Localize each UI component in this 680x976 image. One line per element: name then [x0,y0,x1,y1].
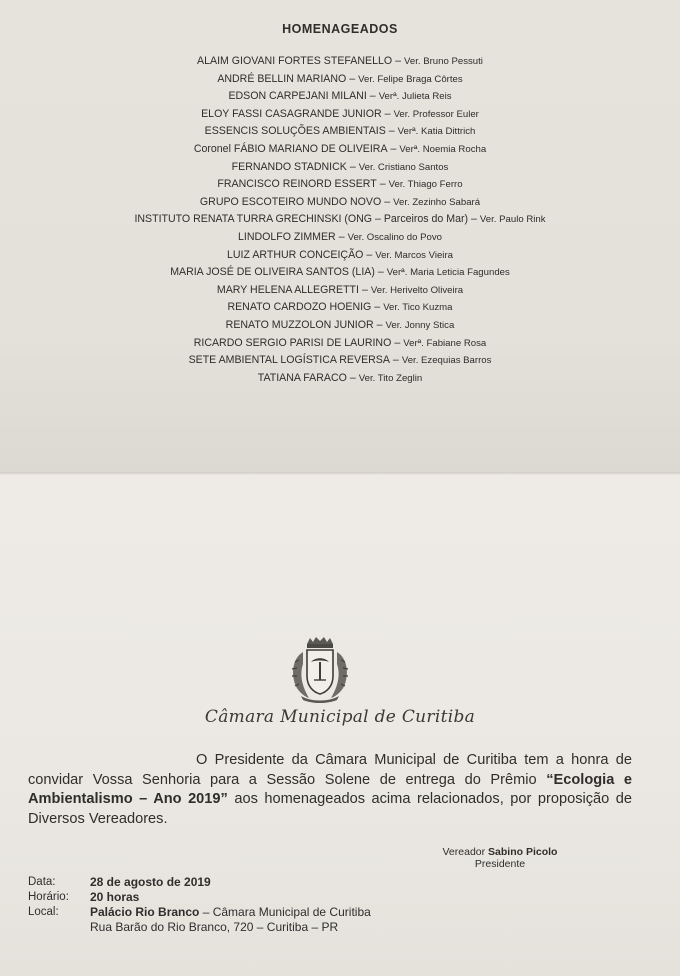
separator-dash: – [374,301,381,314]
separator-dash: – [394,336,401,349]
date-value: 28 de agosto de 2019 [90,875,211,889]
honoree-name: LUIZ ARTHUR CONCEIÇÃO [227,248,364,261]
signer-prefix: Vereador [442,846,486,858]
honoree-sponsor: Ver. Tico Kuzma [383,302,453,314]
honorees-heading: HOMENAGEADOS [282,22,398,36]
honoree-sponsor: Ver. Felipe Braga Côrtes [358,73,463,85]
separator-dash: – [377,266,384,279]
honoree-name: GRUPO ESCOTEIRO MUNDO NOVO [199,195,382,208]
honoree-sponsor: Ver. Cristiano Santos [358,161,449,173]
honoree-item [0,211,680,229]
place-rest: – Câmara Municipal de Curitiba [199,905,371,919]
honoree-name: EDSON CARPEJANI MILANI [228,90,367,103]
separator-dash: – [388,125,395,138]
honorees-list [0,53,680,387]
signature-block [400,846,600,870]
separator-dash: – [349,371,356,384]
address: Rua Barão do Rio Branco, 720 – Curitiba – PR [90,920,339,934]
honoree-name: FRANCISCO REINORD ESSERT [217,178,377,191]
honoree-item [0,194,680,212]
address-row [28,920,371,935]
award-name: “Ecologia e Ambientalismo – Ano 2019” [28,771,633,808]
honoree-sponsor: Ver. Thiago Ferro [388,179,463,191]
honoree-item [0,247,680,265]
separator-dash: – [376,318,383,331]
honoree-sponsor: Ver. Jonny Stica [385,319,455,331]
date-label: Data: [28,876,56,888]
separator-dash: – [338,230,345,243]
invitation-text-part2: aos homenageados acima relacionados, por proposição de Diversos Vereadores. [28,791,632,827]
honoree-sponsor: Ver. Bruno Pessuti [404,56,483,67]
honoree-name: SETE AMBIENTAL LOGÍSTICA REVERSA [188,354,390,367]
honoree-sponsor: Ver. Herivelto Oliveira [370,284,464,296]
separator-dash: – [384,195,391,208]
event-details [28,875,371,935]
honoree-item [0,229,680,247]
place-label: Local: [28,906,59,918]
signer-name: Sabino Picolo [488,846,558,858]
honoree-name: ALAIM GIOVANI FORTES STEFANELLO [197,55,393,67]
honoree-sponsor: Ver. Zezinho Sabará [393,196,481,208]
separator-dash: – [395,55,402,67]
invitation-text [28,751,632,829]
place-row [28,905,371,920]
separator-dash: – [390,142,397,155]
honoree-item [0,71,680,89]
separator-dash: – [392,354,399,367]
honoree-name: INSTITUTO RENATA TURRA GRECHINSKI (ONG – Parceiros do Mar) [134,213,469,226]
honoree-item [0,352,680,370]
separator-dash: – [349,72,356,85]
honoree-name: FERNANDO STADNICK [231,160,347,173]
honoree-sponsor: Ver. Paulo Rink [479,214,546,226]
time-row [28,890,371,905]
honoree-name: RENATO CARDOZO HOENIG [227,301,372,314]
honoree-sponsor: Verª. Maria Leticia Fagundes [386,267,510,279]
honoree-name: TATIANA FARACO [257,371,347,384]
honoree-name: Coronel FÁBIO MARIANO DE OLIVEIRA [193,142,388,155]
city-coat-of-arms-icon [285,636,355,704]
chamber-name: Câmara Municipal de Curitiba [204,707,476,727]
honoree-sponsor: Verª. Noemia Rocha [399,143,487,155]
honoree-item [0,141,680,159]
honoree-sponsor: Verª. Julieta Reis [378,91,452,103]
honoree-name: LINDOLFO ZIMMER [237,230,336,243]
date-row [28,875,371,890]
honoree-item [0,317,680,335]
honoree-item [0,123,680,141]
time-label: Horário: [28,891,69,903]
honoree-sponsor: Ver. Ezequias Barros [401,355,492,367]
signer-title: Presidente [474,858,526,870]
honoree-sponsor: Verª. Fabiane Rosa [403,337,487,349]
honoree-item [0,88,680,106]
honoree-item [0,53,680,71]
honoree-name: MARIA JOSÉ DE OLIVEIRA SANTOS (LIA) [170,266,375,279]
separator-dash: – [361,283,368,296]
honoree-name: MARY HELENA ALLEGRETTI [216,283,359,296]
honoree-item [0,282,680,300]
separator-dash: – [366,248,373,261]
separator-dash: – [379,178,386,191]
separator-dash: – [349,160,356,173]
separator-dash: – [369,90,376,103]
honoree-sponsor: Ver. Tito Zeglin [358,372,423,384]
time-value: 20 horas [90,890,140,904]
honoree-name: ANDRÉ BELLIN MARIANO [217,72,347,85]
honoree-sponsor: Ver. Oscalino do Povo [347,231,442,243]
honoree-sponsor: Ver. Professor Euler [393,108,479,120]
honoree-item [0,335,680,353]
honoree-item [0,176,680,194]
honoree-item [0,159,680,177]
honoree-sponsor: Verª. Katia Dittrich [397,126,476,138]
invitation-text-part1: O Presidente da Câmara Municipal de Curitiba tem a honra de convidar Vossa Senhoria para a Sessão Solene de entrega do Prêmio [28,752,632,788]
honoree-item [0,264,680,282]
separator-dash: – [471,213,477,226]
honoree-name: ESSENCIS SOLUÇÕES AMBIENTAIS [204,125,386,138]
honoree-item [0,299,680,317]
honoree-item [0,370,680,388]
separator-dash: – [384,107,391,120]
honoree-name: RENATO MUZZOLON JUNIOR [225,318,374,331]
place-name: Palácio Rio Branco [90,905,200,919]
honoree-name: ELOY FASSI CASAGRANDE JUNIOR [201,107,382,120]
honoree-item [0,106,680,124]
honoree-name: RICARDO SERGIO PARISI DE LAURINO [193,336,392,349]
honoree-sponsor: Ver. Marcos Vieira [375,249,453,261]
